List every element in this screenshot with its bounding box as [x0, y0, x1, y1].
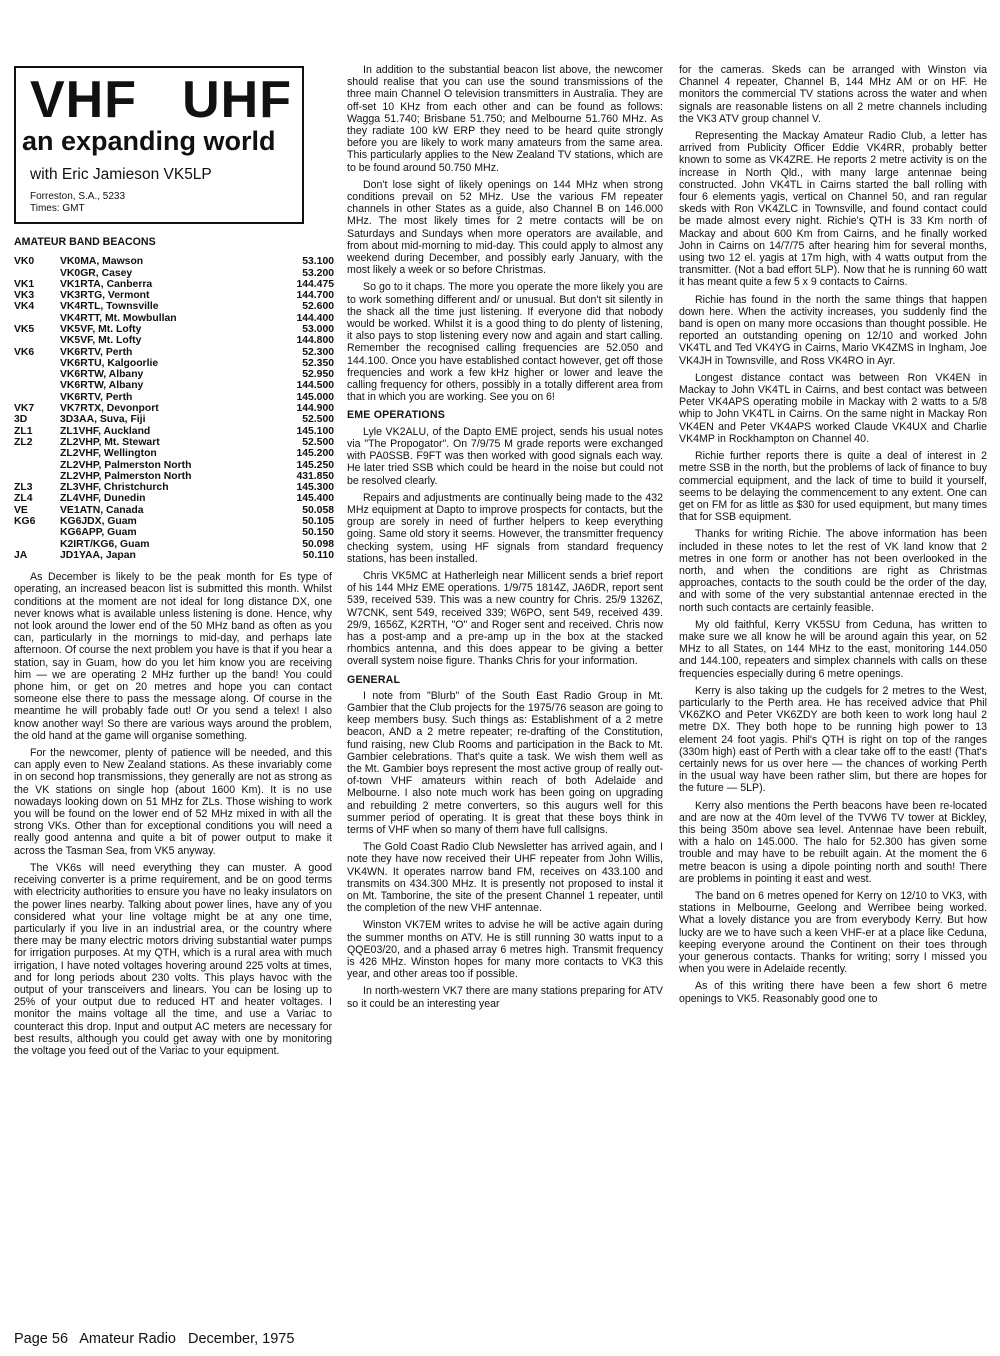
beacon-row [14, 471, 334, 482]
beacon-area [14, 392, 60, 403]
beacon-area [14, 471, 60, 482]
beacon-frequency: 52.350 [302, 357, 334, 369]
beacon-frequency: 144.500 [296, 380, 334, 392]
beacon-area: JA [14, 549, 28, 561]
column-subtitle: an expanding world [22, 126, 276, 156]
paragraph: As of this writing there have been a few short 6 metre openings to VK5. Reasonably good one to [679, 980, 987, 1005]
beacon-frequency: 50.098 [302, 538, 334, 550]
beacon-area: VK3 [14, 290, 35, 302]
beacon-frequency: 431.850 [296, 470, 334, 482]
beacon-frequency: 145.250 [296, 459, 334, 471]
beacon-row [14, 369, 334, 380]
beacon-row [14, 414, 334, 425]
beacon-row [14, 358, 334, 369]
beacon-station: 3D3AA, Suva, Fiji [60, 414, 146, 426]
paragraph: Longest distance contact was between Ron VK4EN in Mackay to John VK4TL in Cairns, and best contact was between Peter VK4APS operating mobile in Mackay with 2 watts to a 5/8 whip to John VK4TL in Cairns. On the same night in Mackay Ron VK4EN and Peter VK4APS worked Claude VK4UX and Charlie VK4MP in Rockhampton on Channel 40. [679, 371, 987, 445]
beacon-area: ZL3 [14, 482, 33, 494]
beacons-heading: AMATEUR BAND BEACONS [14, 236, 156, 248]
beacon-frequency: 145.200 [296, 448, 334, 460]
paragraph: Richie has found in the north the same things that happen down here. When the activity increases, you suddenly find the band is open on many more occasions than thought possible. He reported an outstanding opening on 12/10 and worked John VK4TL and Ted VK4YG in Cairns, Mario VK4ZMS in Ingham, Joe VK4JH in Townsville, and Ross VK4RO in Ayr. [679, 293, 987, 367]
paragraph: The band on 6 metres opened for Kerry on 12/10 to VK3, with stations in Melbourne, Geelong and Werribee being worked. What a lovely distance you are from everybody Kerry. But how lucky are we to have such a keen VHF-er at a place like Ceduna, keeping everyone around the Continent on their toes through your generous contacts. Thanks for writing; sorry I missed you when you were in Adelaide recently. [679, 890, 987, 976]
beacon-area [14, 335, 60, 346]
beacon-station: ZL2VHP, Palmerston North [60, 459, 192, 471]
paragraph: Don't lose sight of likely openings on 144 MHz when strong conditions prevail on 52 MHz. Use the various FM repeater channels in other States as a guide, also Channel B on 146.000 MHz. The most likely times for 2 metre contacts will be on Saturdays and Sundays when more operators are available, and from about mid-morning to mid-day. This could apply to almost any weekend during December, and possibly early January, with the most likely a week or so before Christmas. [347, 178, 663, 277]
paragraph: for the cameras. Skeds can be arranged with Winston via Channel 4 repeater, Channel B, 144 MHz AM or on HF. He monitors the commercial TV stations across the water and when signals are reasonable listens on all 2 metre channels including the VK3 ATV group channel V. [679, 64, 987, 125]
paragraph: Chris VK5MC at Hatherleigh near Millicent sends a brief report of his 144 MHz EME operations. 1/9/75 1814Z, JA6DR, report sent 539, received 539. This was a new country for Chris. 25/9 1326Z, W7CNK, sent 549, received 339; W6PO, sent 549, received 439. 29/9, 1656Z, K2RTH, "O" and Roger sent and received. Chris now has a post-amp and a pre-amp up in the box at the stacked rhombics antenna, and this does appear to be giving a better overall system noise figure. Thanks Chris for your information. [347, 569, 663, 668]
beacon-area: ZL2 [14, 436, 33, 448]
beacon-row [14, 290, 334, 301]
beacon-area [14, 448, 60, 459]
beacon-area: ZL4 [14, 493, 33, 505]
beacon-station: VK0MA, Mawson [60, 256, 144, 268]
beacon-area: 3D [14, 414, 28, 426]
beacon-frequency: 52.500 [302, 436, 334, 448]
beacon-area [14, 380, 60, 391]
text-column-1 [14, 236, 332, 1062]
beacon-area: VK0 [14, 256, 35, 268]
beacon-row [14, 347, 334, 358]
paragraph: The VK6s will need everything they can muster. A good receiving converter is a prime requirement, and be on good terms with electricity authorities to ensure you have no leaky insulators on the power lines nearby. Talking about power lines, have any of you considered what your line voltage might be at any one time, particularly if you live in an industrial area, or the country where there may be many electric motors driving substantial water pumps for irrigation purposes. At my QTH, which is a rural area with much irrigation, I have noted voltages hovering around 225 volts at times, and for long periods about 230 volts. This plays havoc with the output of your transceivers and linears. You can be losing up to 25% of your output due to reduced HT and heater voltages. I monitor the mains voltage all the time, and use a Variac to counteract this drop. Input and output AC meters are necessary for best results, although you could get away with one by monitoring the voltage you feed out of the Variac to your equipment. [14, 861, 332, 1057]
times-note: Times: GMT [30, 202, 85, 214]
beacon-station: JD1YAA, Japan [60, 549, 136, 561]
beacon-row [14, 268, 334, 279]
page-number: Page 56 [14, 1331, 69, 1347]
column-title-uhf: UHF [182, 71, 292, 129]
beacon-row [14, 313, 334, 324]
beacon-station: KG6APP, Guam [60, 527, 137, 539]
column-title-vhf: VHF [30, 71, 137, 129]
beacon-frequency: 144.475 [296, 278, 334, 290]
beacon-row [14, 256, 334, 267]
beacon-frequency: 145.400 [296, 493, 334, 505]
beacon-area [14, 268, 60, 279]
beacon-station: KG6JDX, Guam [60, 516, 137, 528]
beacon-station: VK6RTW, Albany [60, 380, 144, 392]
author-address: Forreston, S.A., 5233 [30, 191, 126, 202]
beacons-table [14, 256, 334, 561]
column-byline: with Eric Jamieson VK5LP [30, 166, 212, 183]
paragraph: I note from "Blurb" of the South East Radio Group in Mt. Gambier that the Club projects for the 1975/76 season are going to keep members busy. Such things as: Establishment of a 2 metre beacon, AND a 2 metre repeater; re-drafting of the Constitution, fund raising, new Club Rooms and participation in the Back to Mt. Gambier celebrations. That's quite a task. We wish them well as the Mt. Gambier boys represent the most active group of really out-of-town VHF amateurs within reach of both Adelaide and Melbourne. I also note much work has been going on upgrading and rebuilding 2 metre converters, so this augurs well for this summer period of operating. It is great that these boys think in terms of VHF when so many of them have full callsigns. [347, 689, 663, 836]
paragraph: My old faithful, Kerry VK5SU from Ceduna, has written to make sure we all know he will be around again this year, on 52 MHz to all States, on 144 MHz to the east, monitoring 144.050 and 144.100, repeaters and simplex channels with calls on these frequencies especially during 6 metre openings. [679, 618, 987, 680]
beacon-station: VK6RTU, Kalgoorlie [60, 357, 159, 369]
beacon-frequency: 50.058 [302, 504, 334, 516]
beacon-frequency: 144.900 [296, 403, 334, 415]
beacon-station: ZL2VHP, Palmerston North [60, 470, 192, 482]
beacon-station: VK7RTX, Devonport [60, 403, 159, 415]
beacon-frequency: 50.105 [302, 516, 334, 528]
column-header-box [14, 66, 304, 224]
beacon-station: VK4RTL, Townsville [60, 301, 159, 313]
beacon-station: VK4RTT, Mt. Mowbullan [60, 312, 177, 324]
beacon-row [14, 448, 334, 459]
paragraph: Thanks for writing Richie. The above information has been included in these notes to let the rest of VK land know that 2 metres in one form or another has not been overlooked in the north, and when the conditions are right as Christmas approaches, contacts to the south could be the order of the day, and with some of the very substantial antennae erected in the north such contacts are certainly feasible. [679, 528, 987, 614]
text-column-3 [679, 64, 987, 1010]
beacon-row [14, 527, 334, 538]
beacon-station: ZL2VHP, Mt. Stewart [60, 436, 160, 448]
paragraph: So go to it chaps. The more you operate the more likely you are to work something different and/ or unusual. But don't sit silently in the shack all the time just listening. If everyone did that nobody would be worked. Whilst it is a good thing to do plenty of listening, it also pays to stop listening every now and again and start calling. Remember the recognised calling frequencies are 52.050 and 144.100. Once you have established contact however, get off those frequencies and work a few kHz higher or lower and leave the calling frequency for others, possibly in a totally different area from that in which you are working. See you on 6! [347, 281, 663, 404]
beacon-row [14, 550, 334, 561]
text-column-2 [347, 64, 663, 1015]
beacon-area: VK5 [14, 323, 35, 335]
beacon-area [14, 539, 60, 550]
paragraph: Repairs and adjustments are continually being made to the 432 MHz equipment at Dapto to improve prospects for contacts, but the group are sorely in need of further helpers to keep everything going. Same old story it seems. However, the transmitter frequency checking system, using HF signals from standard frequency stations, has been installed. [347, 491, 663, 565]
beacon-area: VK4 [14, 301, 35, 313]
beacon-area: KG6 [14, 516, 36, 528]
beacon-station: VK6RTV, Perth [60, 391, 133, 403]
beacon-row [14, 392, 334, 403]
beacon-frequency: 144.400 [296, 312, 334, 324]
beacon-station: VE1ATN, Canada [60, 504, 144, 516]
paragraph: For the newcomer, plenty of patience will be needed, and this can apply even to New Zealand stations. As these invariably come in on second hop transmissions, they generally are not as strong as the VK stations on single hop (about 1600 Km). It is no use nowadays looking down on 51 MHz for ZLs. Those wishing to work you will be found on the lower end of 52 MHz mixed in with all the strong VKs. Other than for exceptional conditions you will need a really good antenna and quite a bit of power output to make it across the Tasman Sea, from VK5 anyway. [14, 747, 332, 857]
beacon-station: ZL4VHF, Dunedin [60, 493, 146, 505]
beacon-area: ZL1 [14, 425, 33, 437]
beacon-area [14, 460, 60, 471]
beacon-row [14, 539, 334, 550]
beacon-row [14, 426, 334, 437]
beacon-station: ZL2VHF, Wellington [60, 448, 157, 460]
beacon-row [14, 505, 334, 516]
beacon-area [14, 358, 60, 369]
beacon-station: VK1RTA, Canberra [60, 278, 153, 290]
beacon-area [14, 527, 60, 538]
beacon-frequency: 52.500 [302, 414, 334, 426]
beacon-row [14, 482, 334, 493]
beacon-frequency: 52.950 [302, 369, 334, 381]
beacon-frequency: 52.600 [302, 301, 334, 313]
issue-date: December, 1975 [188, 1331, 295, 1347]
beacon-row [14, 324, 334, 335]
paragraph: In addition to the substantial beacon list above, the newcomer should realise that you can use the sound transmissions of the three main Channel O television transmitters in Australia. They are off-set 10 KHz from each other and can be found as follows: Wagga 51.740; Brisbane 51.750; and Melbourne 51.760 MHz. As they radiate 100 kW ERP they need to be heard quite strongly before you are likely to work many amateurs from the same area. This particularly applies to the New Zealand TV stations, which are to be found around 50.750 MHz. [347, 64, 663, 174]
beacon-frequency: 50.110 [302, 549, 334, 561]
beacon-row [14, 516, 334, 527]
beacon-area: VK1 [14, 278, 35, 290]
paragraph: Representing the Mackay Amateur Radio Club, a letter has arrived from Publicity Officer Eddie VK4RR, probably better known to some as VK4ZRE. He reports 2 metre activity is on the increase in North Qld., with many large antennae being constructed. John VK4TL in Cairns started the ball rolling with four 6 elements yagis, vertical on Channel 50, and ran regular skeds with Ron VK4ZLC in Townsville, and found contact could be made almost every night. Richie's QTH is 33 Km north of Mackay and about 600 Km from Cairns, and he finally worked John in Cairns on 14/7/75 after hearing him for several months, using two 12 el. yagis at 17m high, with 4 watts output from the transmitter. (Not a bad effort 5LP). Now that he is running 60 watt it has meant quite a few 5 x 9 contacts to Cairns. [679, 130, 987, 289]
beacon-station: VK0GR, Casey [60, 267, 133, 279]
paragraph: Kerry also mentions the Perth beacons have been re-located and are now at the 40m level of the TVW6 TV tower at Bickley, this being 350m above sea level. Antennae have been rebuilt, with a halo on 145.000. The halo for 52.300 has given some trouble and may have to be rebuilt again. At the moment the 6 metre beacon is using a dipole pointing north and south! There are problems in pointing it east and west. [679, 799, 987, 885]
paragraph: Richie further reports there is quite a deal of interest in 2 metre SSB in the north, but the problems of lack of finance to buy commercial equipment, and the lack of time to build it yourself, seems to be delaying the commencement to any extent. One can get on FM for as little as $30 for used equipment, but many times that for SSB equipment. [679, 450, 987, 524]
magazine-name: Amateur Radio [79, 1331, 176, 1347]
beacon-row [14, 493, 334, 504]
beacon-row [14, 301, 334, 312]
beacon-row [14, 335, 334, 346]
beacon-frequency: 145.100 [296, 425, 334, 437]
page-footer [14, 1331, 302, 1347]
column-title [30, 72, 292, 128]
beacon-frequency: 53.100 [302, 256, 334, 268]
beacon-area [14, 369, 60, 380]
beacon-station: VK3RTG, Vermont [60, 290, 150, 302]
paragraph: The Gold Coast Radio Club Newsletter has arrived again, and I note they have now received their UHF repeater from John Willis, VK4WN. It operates narrow band FM, receives on 433.100 and transmits on 434.300 MHz. It is presently not proposed to instal it on Mt. Tamborine, the site of the present Channel 1 repeater, until the completion of the new VHF antennae. [347, 841, 663, 915]
beacon-frequency: 53.000 [302, 323, 334, 335]
paragraph: As December is likely to be the peak month for Es type of operating, an increased beacon list is submitted this month. Whilst conditions at the moment are not ideal for long distance DX, one never knows what is available unless listening is done. Hence, why not look around the lower end of the 50 MHz band as often as you can, particularly in the mornings to mid-day, and perhaps late afternoon. Of course the next problem you have is that if you hear a station, say in Guam, how do you let him know you are receiving him — we are operating 2 MHz further up the band! You could phone him, or get on 20 metres and hope you can contact someone else there to pass the message along. Of course in the meantime he will probably fade out! Or you send a telex! I also know another way! So there are various ways around the problem, the old hand at the game will organise something. [14, 571, 332, 742]
beacon-frequency: 52.300 [302, 346, 334, 358]
paragraph: Lyle VK2ALU, of the Dapto EME project, sends his usual notes via "The Propogator". On 7/9/75 M grade reports were exchanged with PA0SSB. F9FT was then worked with good signals each way. He later tried SSB which could be heard in the noise but could not be resolved clearly. [347, 425, 663, 487]
beacon-frequency: 145.000 [296, 391, 334, 403]
beacon-station: ZL3VHF, Christchurch [60, 482, 169, 494]
beacon-station: VK5VF, Mt. Lofty [60, 335, 142, 347]
beacon-station: ZL1VHF, Auckland [60, 425, 151, 437]
beacon-frequency: 144.800 [296, 335, 334, 347]
section-heading-general: GENERAL [347, 673, 401, 686]
beacon-area [14, 313, 60, 324]
beacon-row [14, 437, 334, 448]
beacon-frequency: 145.300 [296, 482, 334, 494]
paragraph: Kerry is also taking up the cudgels for 2 metres to the West, particularly to the Perth area. He has received advice that Phil VK6ZKO and Peter VK6ZDY are both keen to work long haul 2 metre DX. They both hope to be running high power to 13 element 24 foot yagis. Phil's QTH is right on top of the ranges (330m high) east of Perth with a clear take off to the east! (That's certainly news for us over here — the chances of working Perth in the usual way have been rather slim, but there are hopes for the future — 5LP). [679, 684, 987, 795]
beacon-area: VK6 [14, 346, 35, 358]
beacon-station: VK6RTW, Albany [60, 369, 144, 381]
paragraph: In north-western VK7 there are many stations preparing for ATV so it could be an interesting year [347, 985, 663, 1010]
beacon-frequency: 144.700 [296, 290, 334, 302]
beacon-frequency: 50.150 [302, 527, 334, 539]
beacon-area: VE [14, 504, 28, 516]
beacon-area: VK7 [14, 403, 35, 415]
paragraph: Winston VK7EM writes to advise he will be active again during the summer months on ATV. He is still running 30 watts input to a QQE03/20, and a phased array 6 metres high. Transmit frequency is 426 MHz. Winston hopes for many more contacts to VK3 this year, and other areas too if possible. [347, 919, 663, 981]
beacon-row [14, 380, 334, 391]
beacon-station: K2IRT/KG6, Guam [60, 538, 150, 550]
beacon-row [14, 279, 334, 290]
beacon-frequency: 53.200 [302, 267, 334, 279]
section-heading-eme: EME OPERATIONS [347, 409, 445, 422]
beacon-station: VK5VF, Mt. Lofty [60, 323, 142, 335]
beacon-station: VK6RTV, Perth [60, 346, 133, 358]
author-address-block [30, 191, 125, 214]
beacon-row [14, 403, 334, 414]
beacon-row [14, 460, 334, 471]
